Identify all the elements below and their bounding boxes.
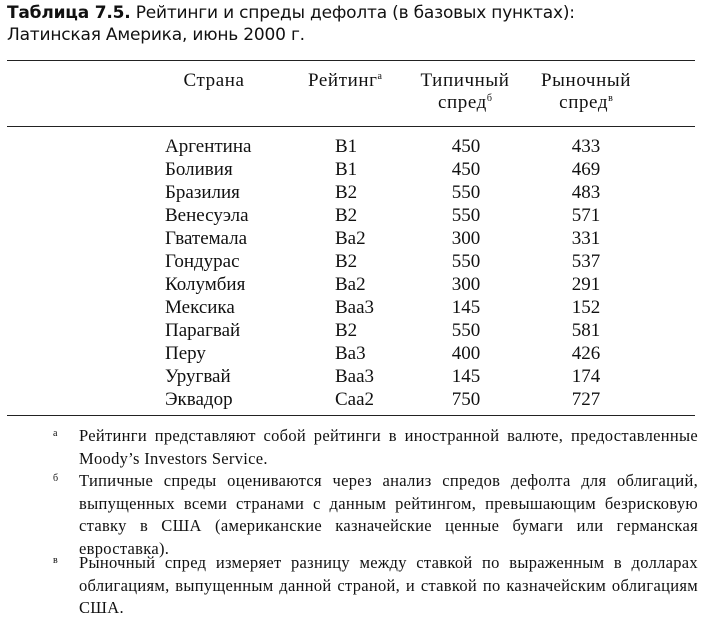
table-body [0,135,702,411]
table-row [0,204,702,227]
cell-typical-spread: 550 [451,205,481,226]
cell-country: Перу [165,343,206,364]
cell-typical-spread: 145 [451,297,481,318]
cell-rating: B1 [335,159,358,180]
header-market [528,70,644,114]
cell-country: Гватемала [165,228,248,249]
header-country [163,70,265,92]
cell-rating: B1 [335,136,358,157]
cell-country: Боливия [165,159,233,180]
table-row [0,227,702,250]
cell-typical-spread: 550 [451,182,481,203]
header-rule [7,126,695,127]
header-typical-mark: б [486,93,493,104]
header-market-line1: Рыночный [541,70,631,91]
caption-label: Таблица 7.5. [7,3,131,23]
cell-market-spread: 291 [571,274,601,295]
caption-line-2: Латинская Америка, июнь 2000 г. [7,25,305,45]
cell-market-spread: 469 [571,159,601,180]
cell-market-spread: 331 [571,228,601,249]
cell-typical-spread: 300 [451,274,481,295]
cell-typical-spread: 450 [451,159,481,180]
header-typical-line2: спред [437,92,487,113]
cell-country: Гондурас [165,251,240,272]
cell-country: Эквадор [165,389,233,410]
footnote-mark: б [53,473,59,484]
cell-market-spread: 174 [571,366,601,387]
header-rating-label: Рейтинг [307,70,378,91]
cell-country: Бразилия [165,182,240,203]
table-row [0,342,702,365]
cell-country: Колумбия [165,274,246,295]
cell-country: Аргентина [165,136,252,157]
cell-market-spread: 433 [571,136,601,157]
footnote-a [53,425,698,470]
footnote-b [53,470,698,560]
table-row [0,250,702,273]
cell-market-spread: 152 [571,297,601,318]
cell-country: Венесуэла [165,205,249,226]
cell-rating: Ba3 [335,343,366,364]
table-row [0,158,702,181]
cell-typical-spread: 550 [451,320,481,341]
cell-rating: B2 [335,320,358,341]
cell-rating: B2 [335,251,358,272]
top-rule [7,60,695,61]
header-rating-mark: а [377,71,382,82]
header-country-label: Страна [183,70,245,91]
cell-typical-spread: 145 [451,366,481,387]
cell-rating: Ba2 [335,228,366,249]
header-rating [300,70,390,92]
cell-typical-spread: 300 [451,228,481,249]
cell-market-spread: 571 [571,205,601,226]
table-row [0,181,702,204]
cell-rating: Baa3 [335,297,375,318]
table-caption [7,2,697,46]
table-row [0,388,702,411]
cell-market-spread: 581 [571,320,601,341]
footnote-c [53,552,698,620]
header-market-mark: в [608,93,613,104]
cell-rating: Caa2 [335,389,375,410]
cell-market-spread: 727 [571,389,601,410]
caption-line-1 [7,2,697,24]
cell-market-spread: 426 [571,343,601,364]
footnote-mark: в [53,555,58,566]
cell-country: Парагвай [165,320,241,341]
table-row [0,296,702,319]
cell-typical-spread: 450 [451,136,481,157]
caption-title: Рейтинги и спреды дефолта (в базовых пунктах): [135,3,575,23]
table-row [0,365,702,388]
cell-market-spread: 483 [571,182,601,203]
cell-rating: B2 [335,182,358,203]
table-row [0,135,702,158]
table-row [0,273,702,296]
footnote-text: Рейтинги представляют собой рейтинги в иностранной валюте, предоставленные Moody’s Investors Service. [79,426,698,468]
cell-rating: Baa3 [335,366,375,387]
cell-country: Мексика [165,297,235,318]
table-row [0,319,702,342]
cell-typical-spread: 750 [451,389,481,410]
header-typical-line1: Типичный [420,70,510,91]
cell-rating: B2 [335,205,358,226]
cell-rating: Ba2 [335,274,366,295]
cell-country: Уругвай [165,366,231,387]
header-typical [406,70,524,114]
footnote-text: Типичные спреды оцениваются через анализ спредов дефолта для облигаций, выпущенных всеми странами с данным рейтингом, превышающим безрисковую ставку в США (американские казначейские ценные бумаги или германская евроставка). [79,471,698,558]
footnote-mark: а [53,428,58,439]
footnote-text: Рыночный спред измеряет разницу между ставкой по выраженным в долларах облигациям, выпущенным данной страной, и ставкой по казначейским облигациям США. [79,553,698,617]
cell-typical-spread: 400 [451,343,481,364]
cell-market-spread: 537 [571,251,601,272]
header-market-line2: спред [559,92,609,113]
cell-typical-spread: 550 [451,251,481,272]
bottom-rule [7,415,695,416]
